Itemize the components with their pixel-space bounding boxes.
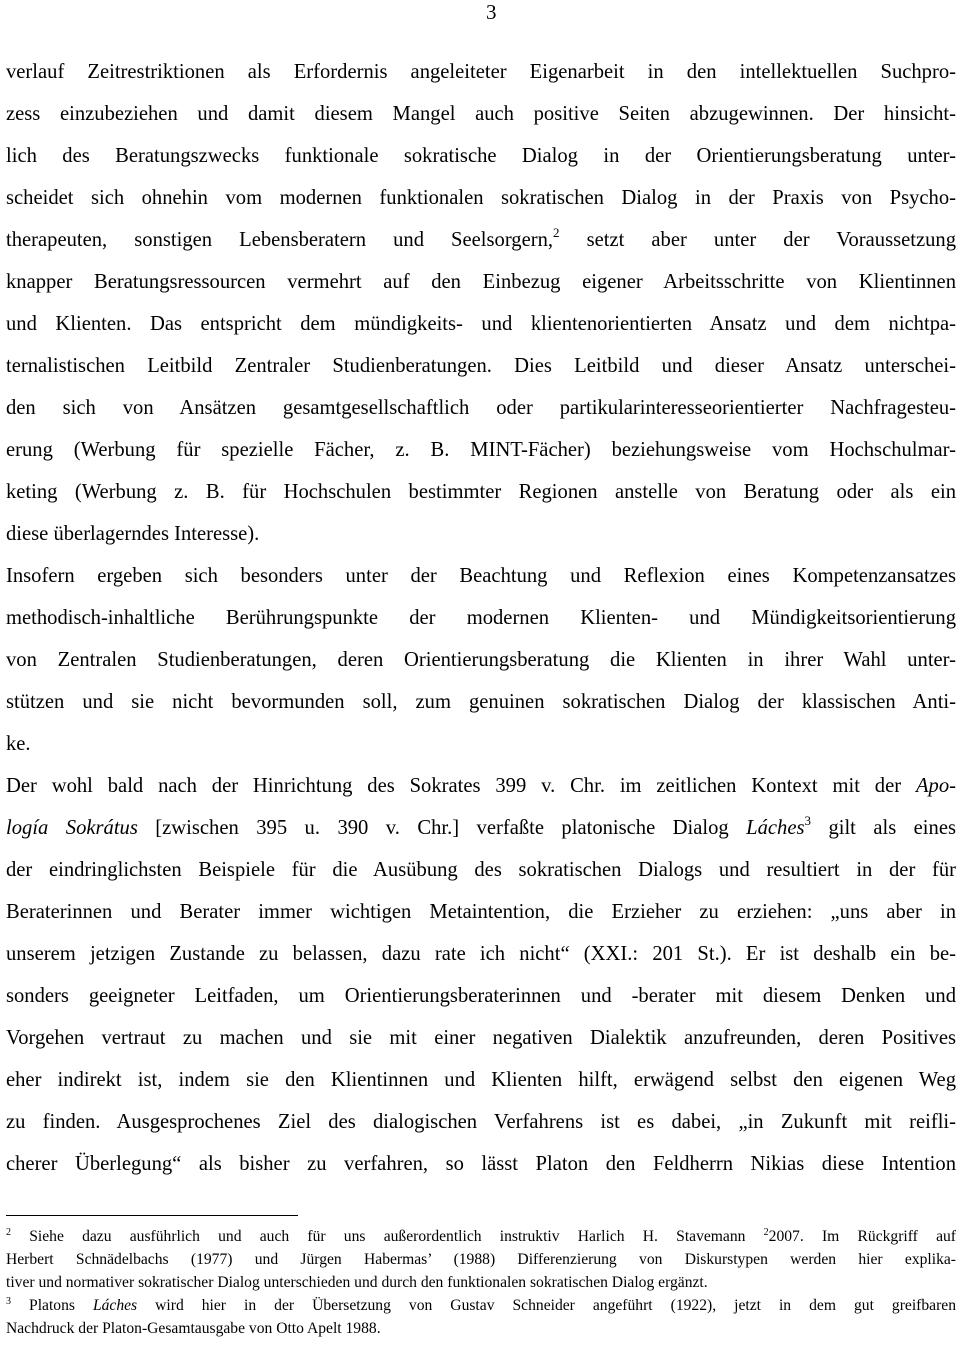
body-line [6, 1143, 956, 1185]
text-segment: stützen und sie nicht bevormunden soll, zum genuinen sokratischen Dialog der klassischen Anti- [6, 691, 956, 713]
text-segment: knapper Beratungsressourcen vermehrt auf den Einbezug eigener Arbeitsschritte von Klientinnen [6, 271, 956, 293]
footnote-separator [6, 1215, 298, 1216]
body-line [6, 681, 956, 723]
body-line [6, 387, 956, 429]
body-line [6, 261, 956, 303]
text-segment: erung (Werbung für spezielle Fächer, z. B. MINT-Fächer) beziehungsweise vom Hochschulmar- [6, 439, 956, 461]
text-segment: zu finden. Ausgesprochenes Ziel des dialogischen Verfahrens ist es dabei, „in Zukunft mit reifli- [6, 1111, 956, 1133]
footnote-marker: 3 [6, 1296, 11, 1307]
text-segment: Beraterinnen und Berater immer wichtigen Metaintention, die Erzieher zu erziehen: „uns aber in [6, 901, 956, 923]
body-line [6, 723, 956, 765]
text-segment: zess einzubeziehen und damit diesem Mangel auch positive Seiten abzugewinnen. Der hinsicht- [6, 103, 956, 125]
text-segment: cherer Überlegung“ als bisher zu verfahren, so lässt Platon den Feldherrn Nikias diese Intention [6, 1153, 956, 1175]
text-segment: keting (Werbung z. B. für Hochschulen bestimmter Regionen anstelle von Beratung oder als ein [6, 481, 956, 503]
page-number: 3 [486, 0, 497, 24]
body-line [6, 639, 956, 681]
text-segment: und Klienten. Das entspricht dem mündigkeits- und klientenorientierten Ansatz und dem nichtpa- [6, 313, 956, 335]
body-line [6, 135, 956, 177]
body-line [6, 1101, 956, 1143]
footnote-line [6, 1294, 956, 1317]
text-segment: verlauf Zeitrestriktionen als Erfordernis angeleiteter Eigenarbeit in den intellektuellen Suchpro- [6, 61, 956, 83]
body-line [6, 597, 956, 639]
footnote-line [6, 1317, 956, 1340]
text-segment: setzt aber unter der Voraussetzung [559, 229, 956, 251]
text-segment: von Zentralen Studienberatungen, deren Orientierungsberatung die Klienten in ihrer Wahl unter- [6, 649, 956, 671]
text-segment: ternalistischen Leitbild Zentraler Studienberatungen. Dies Leitbild und dieser Ansatz unterschei- [6, 355, 956, 377]
text-segment: scheidet sich ohnehin vom modernen funktionalen sokratischen Dialog in der Praxis von Psycho- [6, 187, 956, 209]
text-segment: eher indirekt ist, indem sie den Klientinnen und Klienten hilft, erwägend selbst den eigenen Weg [6, 1069, 956, 1091]
footnote-marker: 3 [804, 813, 811, 828]
body-line [6, 51, 956, 93]
italic-text: Láches [92, 1297, 138, 1314]
text-segment: 2007. Im Rückgriff auf [768, 1228, 956, 1245]
footnote-marker: 2 [6, 1227, 11, 1238]
body-line [6, 891, 956, 933]
text-segment: Nachdruck der Platon-Gesamtausgabe von Otto Apelt 1988. [6, 1320, 381, 1337]
body-line [6, 1059, 956, 1101]
body-line [6, 429, 956, 471]
footnote-line [6, 1225, 956, 1248]
body-line [6, 513, 956, 555]
body-line [6, 933, 956, 975]
body-line [6, 345, 956, 387]
body-line [6, 849, 956, 891]
text-segment: Vorgehen vertraut zu machen und sie mit einer negativen Dialektik anzufreunden, deren Positives [6, 1027, 956, 1049]
text-segment: methodisch-inhaltliche Berührungspunkte der modernen Klienten- und Mündigkeitsorientierung [6, 607, 956, 629]
body-line [6, 219, 956, 261]
text-segment: gilt als eines [811, 817, 956, 839]
body-line [6, 807, 956, 849]
text-segment: [zwischen 395 u. 390 v. Chr.] verfaßte platonische Dialog [137, 817, 747, 839]
footnote-line [6, 1271, 956, 1294]
text-segment: tiver und normativer sokratischer Dialog unterschieden und durch den funktionalen sokratischen Dialog ergänzt. [6, 1274, 708, 1291]
text-segment: der eindringlichsten Beispiele für die Ausübung des sokratischen Dialogs und resultiert in der für [6, 859, 956, 881]
italic-text: Apo- [915, 775, 956, 797]
text-segment: wird hier in der Übersetzung von Gustav Schneider angeführt (1922), jetzt in dem gut greifbaren [137, 1297, 956, 1314]
text-segment: den sich von Ansätzen gesamtgesellschaftlich oder partikularinteresseorientierter Nachfragesteu- [6, 397, 956, 419]
text-segment: Siehe dazu ausführlich und auch für uns außerordentlich instruktiv Harlich H. Stavemann [11, 1228, 764, 1245]
text-segment: Platons [11, 1297, 93, 1314]
text-segment: sonders geeigneter Leitfaden, um Orientierungsberaterinnen und -berater mit diesem Denken und [6, 985, 956, 1007]
body-line [6, 1017, 956, 1059]
body-line [6, 177, 956, 219]
italic-text: Láches [746, 817, 805, 839]
text-segment: Insofern ergeben sich besonders unter der Beachtung und Reflexion eines Kompetenzansatzes [6, 565, 956, 587]
body-line [6, 555, 956, 597]
body-line [6, 303, 956, 345]
text-segment: therapeuten, sonstigen Lebensberatern und Seelsorgern, [6, 229, 554, 251]
footnotes [6, 1225, 956, 1340]
body-line [6, 93, 956, 135]
text-segment: unserem jetzigen Zustande zu belassen, dazu rate ich nicht“ (XXI.: 201 St.). Er ist deshalb ein be- [6, 943, 956, 965]
text-segment: diese überlagerndes Interesse). [6, 523, 260, 545]
footnote-line [6, 1248, 956, 1271]
footnote-marker: 2 [553, 225, 560, 240]
text-segment: Herbert Schnädelbachs (1977) und Jürgen Habermas’ (1988) Differenzierung von Diskurstypen werden hier explika- [6, 1251, 956, 1268]
text-segment: Der wohl bald nach der Hinrichtung des Sokrates 399 v. Chr. im zeitlichen Kontext mit der [6, 775, 916, 797]
body-line [6, 765, 956, 807]
footnote-marker: 2 [763, 1227, 769, 1238]
body-line [6, 975, 956, 1017]
italic-text: logía Sokrátus [6, 817, 138, 839]
text-segment: ke. [6, 733, 31, 755]
body-line [6, 471, 956, 513]
text-segment: lich des Beratungszwecks funktionale sokratische Dialog in der Orientierungsberatung unter- [6, 145, 956, 167]
body-text [6, 51, 956, 1185]
